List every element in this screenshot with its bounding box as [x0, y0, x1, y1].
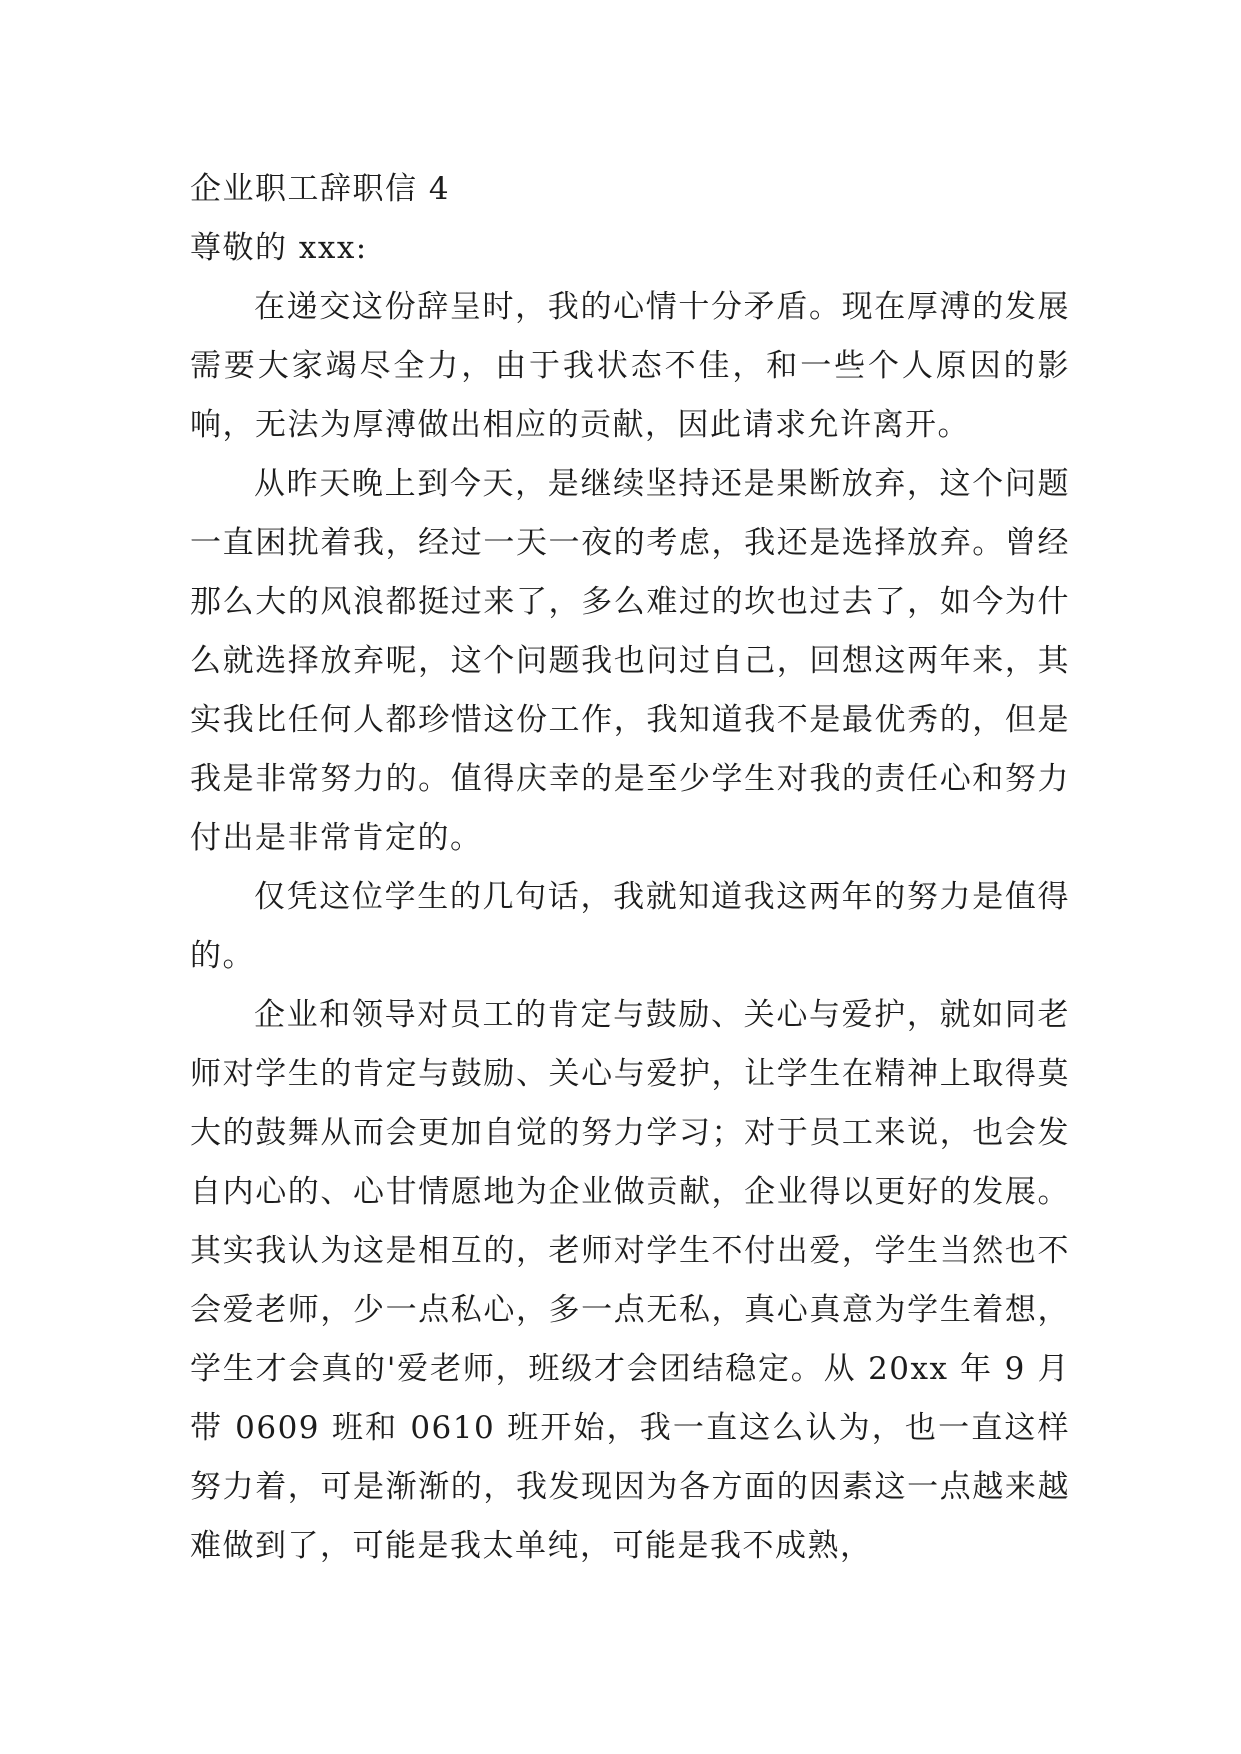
document-title: 企业职工辞职信 4 [190, 171, 451, 207]
paragraph-4: 企业和领导对员工的肯定与鼓励、关心与爱护，就如同老师对学生的肯定与鼓励、关心与爱护，让学生在精神上取得莫大的鼓舞从而会更加自觉的努力学习；对于员工来说，也会发自内心的、心甘情愿地为企业做贡献，企业得以更好的发展。其实我认为这是相互的，老师对学生不付出爱，学生当然也不会爱老师，少一点私心，多一点无私，真心真意为学生着想，学生才会真的'爱老师，班级才会团结稳定。从 20xx 年 9 月带 0609 班和 0610 班开始，我一直这么认为，也一直这样努力着，可是渐渐的，我发现因为各方面的因素这一点越来越难做到了，可能是我太单纯，可能是我不成熟， [190, 997, 1070, 1564]
paragraph-2: 从昨天晚上到今天，是继续坚持还是果断放弃，这个问题一直困扰着我，经过一天一夜的考虑，我还是选择放弃。曾经那么大的风浪都挺过来了，多么难过的坎也过去了，如今为什么就选择放弃呢，这个问题我也问过自己，回想这两年来，其实我比任何人都珍惜这份工作，我知道我不是最优秀的，但是我是非常努力的。值得庆幸的是至少学生对我的责任心和努力付出是非常肯定的。 [190, 466, 1070, 856]
salutation: 尊敬的 xxx: [190, 230, 368, 266]
letter-body [190, 160, 1070, 1576]
paragraph-3: 仅凭这位学生的几句话，我就知道我这两年的努力是值得的。 [190, 879, 1070, 974]
paragraph-1: 在递交这份辞呈时，我的心情十分矛盾。现在厚溥的发展需要大家竭尽全力，由于我状态不佳，和一些个人原因的影响，无法为厚溥做出相应的贡献，因此请求允许离开。 [190, 289, 1070, 443]
